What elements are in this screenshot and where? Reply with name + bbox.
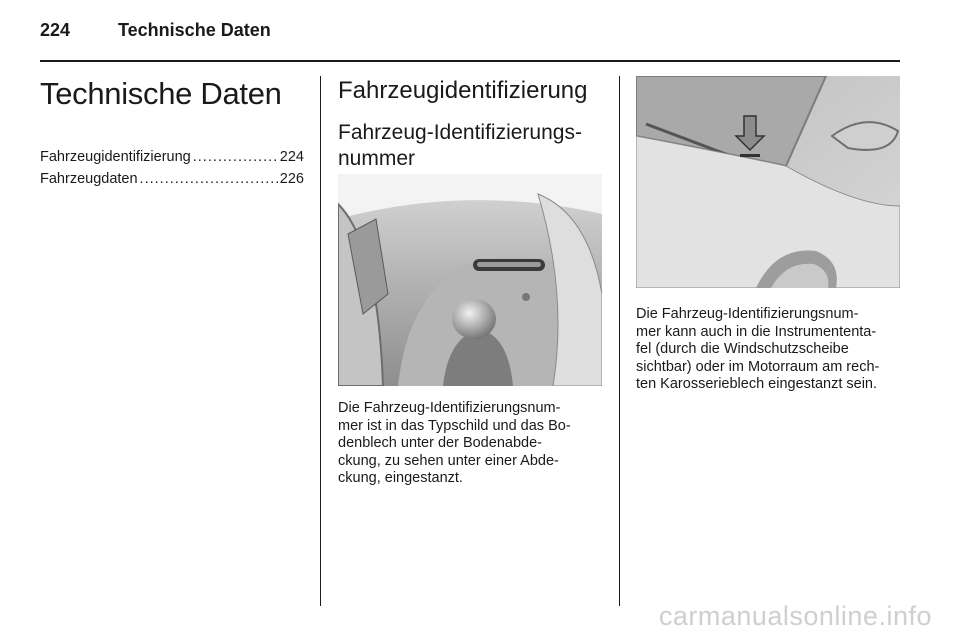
text-line: fel (durch die Windschutzscheibe bbox=[636, 341, 849, 357]
text-line: mer kann auch in die Instrumententa- bbox=[636, 323, 877, 340]
vin-floor-description bbox=[338, 400, 604, 488]
subsection-heading bbox=[338, 120, 604, 172]
chapter-title: Technische Daten bbox=[40, 76, 282, 111]
text-line: denblech unter der Bodenabde- bbox=[338, 435, 542, 451]
section-column bbox=[338, 76, 604, 172]
toc-leader-dots bbox=[193, 146, 278, 168]
text-line: ckung, zu sehen unter einer Abde- bbox=[338, 452, 559, 469]
toc-entry-vehicle-data[interactable] bbox=[40, 168, 304, 190]
header-rule bbox=[40, 60, 900, 62]
column-divider-1 bbox=[320, 76, 321, 606]
watermark: carmanualsonline.info bbox=[658, 601, 932, 631]
toc-entry-page: 226 bbox=[279, 171, 304, 187]
floor-vin-plate-illustration bbox=[338, 174, 602, 386]
section-heading: Fahrzeugidentifizierung bbox=[338, 77, 588, 104]
running-title: Technische Daten bbox=[118, 20, 271, 40]
table-of-contents bbox=[40, 146, 304, 190]
text-line: sichtbar) oder im Motorraum am rech- bbox=[636, 358, 880, 375]
subsection-heading-text: Fahrzeug-Identifizierungs- nummer bbox=[338, 121, 582, 170]
text-line: mer ist in das Typschild und das Bo- bbox=[338, 417, 571, 434]
toc-entry-label: Fahrzeugidentifizierung bbox=[40, 149, 191, 165]
toc-entry-vehicle-identification[interactable] bbox=[40, 146, 304, 168]
chapter-column bbox=[40, 76, 304, 190]
text-line: ckung, eingestanzt. bbox=[338, 470, 463, 486]
column-divider-2 bbox=[619, 76, 620, 606]
toc-entry-page: 224 bbox=[279, 149, 304, 165]
text-line: Die Fahrzeug-Identifizierungsnum- bbox=[338, 400, 561, 416]
toc-leader-dots bbox=[140, 168, 278, 190]
windshield-vin-illustration bbox=[636, 76, 900, 288]
text-line: ten Karosserieblech eingestanzt sein. bbox=[636, 376, 878, 392]
vin-windshield-description bbox=[636, 306, 906, 394]
toc-entry-label: Fahrzeugdaten bbox=[40, 171, 138, 187]
page-header bbox=[40, 20, 271, 41]
text-line: Die Fahrzeug-Identifizierungsnum- bbox=[636, 306, 859, 322]
page-number: 224 bbox=[40, 20, 71, 40]
